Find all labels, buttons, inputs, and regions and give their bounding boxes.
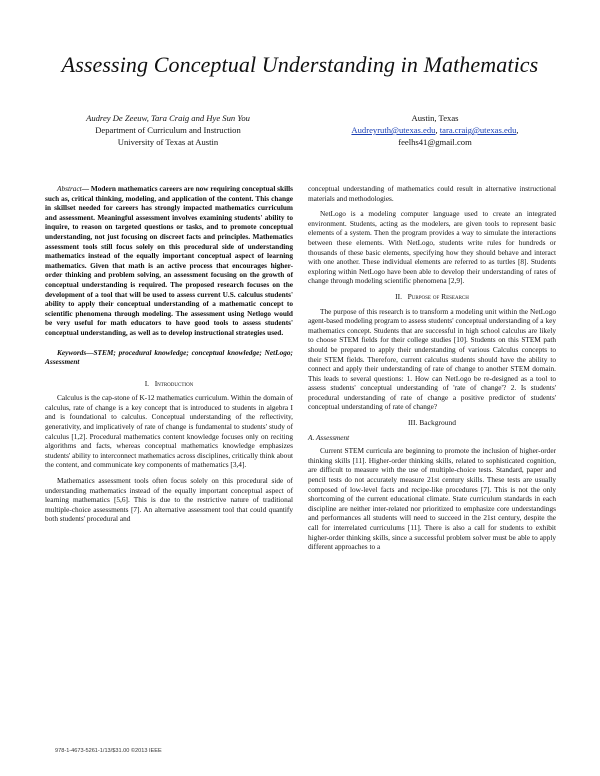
- email-link-2[interactable]: tara.craig@utexas.edu: [439, 125, 517, 135]
- author-names: Audrey De Zeeuw, Tara Craig and Hye Sun You: [86, 113, 250, 123]
- email-3: feelhs41@gmail.com: [398, 137, 472, 147]
- email-trailing-comma: ,: [516, 125, 519, 135]
- purpose-paragraph: The purpose of this research is to transform a modeling unit within the NetLogo agent-based modeling program to assess students' conceptual understanding of a key mathematics concept. Students that are successful in high school calculus are likely to choose STEM fields for their college studies [10]. Students on this STEM path should be prepared to apply their understanding of various Calculus concepts to their STEM fields. Therefore, current calculus students should have the ability to connect and apply their understanding of rate of change to another STEM domain. This leads to several questions: 1. How can NetLogo be re-designed as a tool to assess students' conceptual understanding of 'rate of change'? 2. Is students' procedural understanding of rate of change a positive predictor of students' conceptual understanding of rate of change?: [308, 306, 556, 412]
- section-heading-introduction: [45, 379, 293, 389]
- intro-paragraph-1: Calculus is the cap-stone of K-12 mathematics curriculum. Within the domain of calculus, rate of change is a key concept that is introduced to students in algebra I and is foundational to calculus. Conceptual understanding of the reflectivity, generativity, and implicatively of rate of change is fundamental to students' study of calculus [1,2]. Procedural mathematics content knowledge focuses only on reciting algorithms and facts, whereas conceptual mathematics knowledge emphasizes students' ability to interconnect mathematics across disciplines, critically think about the content, and communicate key components of mathematics [3,4].: [45, 393, 293, 470]
- email-link-1[interactable]: Audreyruth@utexas.edu: [351, 125, 436, 135]
- section-heading-purpose: [308, 292, 556, 302]
- email-separator: ,: [435, 125, 440, 135]
- subsection-heading-assessment: A. Assessment: [308, 432, 350, 442]
- author-emails: [300, 124, 570, 136]
- section-title: Introduction: [154, 378, 194, 388]
- section-title: Purpose of Research: [407, 291, 469, 301]
- author-department: Department of Curriculum and Instruction: [95, 125, 241, 135]
- intro-paragraph-2: Mathematics assessment tools often focus solely on this procedural side of understanding mathematics instead of the equally important conceptual aspect of learning mathematics [5,6]. This is due to the restrictive nature of traditional multiple-choice assessments [7]. An alternative assessment tool that could quantify both students' procedural and: [45, 476, 293, 524]
- copyright-footer: 978-1-4673-5261-1/13/$31.00 ©2013 IEEE: [55, 748, 162, 754]
- right-column: [308, 184, 556, 558]
- background-paragraph: Current STEM curricula are beginning to promote the inclusion of higher-order thinking skills [11]. Higher-order thinking skills, related to sophisticated cognition, are difficult to measure with the use of multiple-choice tests. Standard, paper and pencil tests do not accurately measure 21st century skills. These tests are usually composed of low-level facts and recipe-like procedures [7]. This is not the only shortcoming of the current educational climate. State curriculum standards in each discipline are neither inter-related nor prioritized to emphasize core understandings and performances all students will need to succeed in the 21st century, despite the call for interrelated curriculums [11]. There is also a call for students to exhibit higher-order thinking skills, since a successful problem solver must be able to apply different approaches to a: [308, 446, 556, 552]
- author-block: [48, 112, 288, 148]
- contact-block: [300, 112, 570, 148]
- section-heading-background: III. Background: [408, 418, 456, 428]
- continued-paragraph: conceptual understanding of mathematics could result in alternative instructional materials and methodologies.: [308, 184, 556, 203]
- abstract-body: — Modern mathematics careers are now requiring conceptual skills such as, critical thinking, modeling, and application of the content. This change in skillset needed for careers has strongly impacted mathematics curriculum and assessment. Meaningful assessment involves examining students' ability to inquire, to reason on targeted questions or tasks, and to promote conceptual understanding, not just focusing on discreet facts and principles. Mathematics assessment tools still focus solely on this procedural side of understanding mathematics instead of the equally important conceptual aspect of learning mathematics. Given that math is an active process that encourages higher-order thinking and problem solving, an assessment focusing on the growth of conceptual understanding is required. The proposed research focuses on the development of a tool that will be used to assess current U.S. calculus students' ability to apply their conceptual understanding of a mathematic concept to scientific phenomena through modeling. The assessment using Netlogo would be very useful for math educators to have good tools to assess students' conceptual understanding, as well as to develop instructional strategies used.: [45, 184, 293, 337]
- abstract-lead: Abstract: [57, 184, 82, 193]
- keywords: Keywords—STEM; procedural knowledge; conceptual knowledge; NetLogo; Assessment: [45, 347, 293, 367]
- author-city: Austin, Texas: [411, 113, 459, 123]
- netlogo-paragraph: NetLogo is a modeling computer language used to create an integrated environment. Students, acting as the modelers, are given tools to represent basic elements of a system. Then the program provides a way to simulate the interactions between these elements. With NetLogo, students write rules for hundreds or thousands of these basic elements, specifying how they should behave and interact with one another. These individual elements are referred to as turtles [8]. Students exploring within NetLogo have been able to develop their understanding of rates of change through modeling scientific phenomena [2,9].: [308, 209, 556, 286]
- section-number: II.: [395, 291, 402, 301]
- left-column: [45, 184, 293, 530]
- author-university: University of Texas at Austin: [117, 137, 219, 147]
- abstract: [45, 184, 293, 338]
- paper-title: Assessing Conceptual Understanding in Mathematics: [61, 52, 539, 77]
- section-number: I.: [144, 378, 150, 388]
